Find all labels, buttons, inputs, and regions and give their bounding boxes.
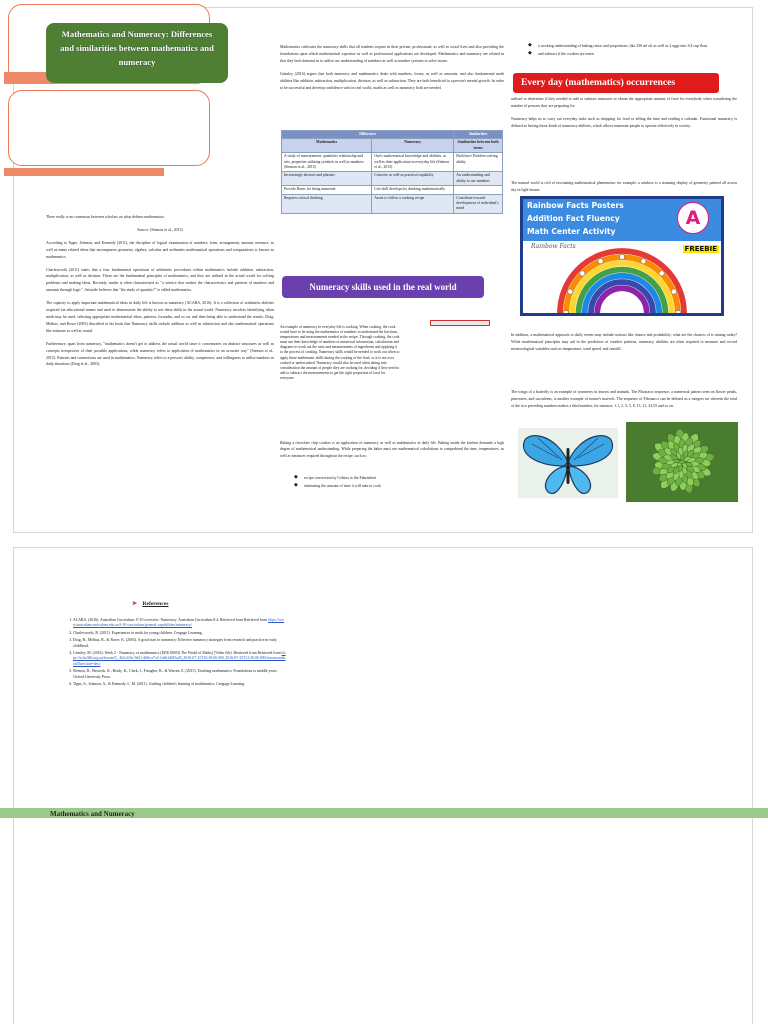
reference-link[interactable]: https://echo360.org.au/lesson/G_4b5c2f3e-9d41-4f8e-a7c2-1e6b3d0f5a28_2016-07-25T10:30:00.000_2016-07-25T11:30:00.000/classroom#sortDirection=desc	[73, 651, 286, 666]
poster-freebie: FREEBIE	[684, 245, 717, 253]
source-line: Source: (Siemon et al., 2015)	[137, 227, 183, 232]
poster-logo	[677, 202, 709, 234]
reference-item	[73, 682, 287, 687]
paragraph-rainbow: The natural world is rich of fascinating mathematical phenomena: for example, a rainbow is a stunning display of geometry painted all across sky in light beams.	[511, 181, 737, 192]
reference-text: Grimley, M. (2016). Week 2 - Numeracy vs mathematics (EDU10003) The World of Maths) [Video file]. Retrieved from Retrieved from	[73, 651, 281, 656]
list-item: ◆ recipe conversion by Celsius to the Fahrenheit	[304, 474, 514, 482]
reference-item	[73, 618, 287, 629]
real-world-heading-text: Numeracy skills used in the real world	[309, 282, 457, 292]
table-cell	[454, 186, 503, 194]
cooking-image-placeholder	[430, 320, 490, 326]
poster-line-3: Math Center Activity	[527, 227, 616, 236]
title-text: Mathematics and Numeracy: Differences and similarities between mathematics and numeracy	[60, 29, 214, 67]
table-header: Similarities between both terms	[454, 139, 503, 153]
column-two	[280, 44, 504, 97]
table-cell: Both have Problem solving ability	[454, 153, 503, 172]
rainbow-graphic	[523, 241, 721, 315]
everyday-heading-text: Every day (mathematics) occurrences	[521, 77, 676, 88]
paragraph-utilised: utilised to determine if they needed to add or subtract measures to obtain the appropriate amount of food for everybody when considering the number of persons they are preparing for.	[511, 97, 737, 108]
table-cell: Life skill develops by thinking mathematically	[372, 186, 454, 194]
table-cell: Concrete as well as practical capability	[372, 172, 454, 186]
real-world-heading	[282, 276, 484, 298]
table-cell: One's mathematical knowledge and abilities, as well as their application in everyday life (Siemon et al., 2015)	[372, 153, 454, 172]
reference-link[interactable]: https://www.australiancurriculum.edu.au/f-10-curriculum/general-capabilities/numeracy/	[73, 618, 285, 628]
column-one	[46, 214, 274, 374]
reference-text: Siemon, D., Beswick, K., Brady, K., Clark, J., Faragher, R., & Warren, E. (2015). Teaching mathematics: Foundations to middle years. Oxford University Press.	[73, 669, 278, 679]
rainbow-dot	[671, 289, 676, 294]
butterfly-icon	[518, 428, 618, 498]
empty-frame	[8, 90, 210, 166]
paragraph-cultivates: Mathematics cultivates the numeracy skills that all students require in their private, professional, as well as social lives and also providing the foundations upon which mathematical expertise as well as professional applications are developed. Mathematics and numeracy are related in that they both demand us to utilise our understanding of numbers as well as number systems to solve issues.	[280, 45, 504, 63]
poster-line-2: Addition Fact Fluency	[527, 214, 620, 223]
rainbow-dot	[568, 289, 573, 294]
reference-item	[73, 651, 287, 667]
table-header: Mathematics	[282, 139, 372, 153]
bullet-list-middle	[290, 474, 514, 490]
paragraph-tippe: According to Tippe, Johnson, and Kennedy (2011), the discipline of logical examination of numbers, form, arrangement, amount, measure, as well as many related ideas that encompasses geometry, algebra, calculus and arithmetic.mathematical operations and computations is known as mathematics.	[46, 240, 274, 259]
page-one	[14, 8, 752, 532]
reference-item	[73, 631, 287, 636]
succulent-icon	[626, 422, 738, 502]
rainbow-dot	[580, 271, 585, 276]
paragraph-butterfly: The wings of a butterfly is an example of symmetry in insects and animals. The Fibonacci sequence, a numerical pattern seen on flower petals, pinecones, and succulents, is another example of nature's marvels. The sequence of Fibonacci can be defined as a integers set wherein the total of the two preceding numbers makes a third number, for instance, 1,1, 2, 3, 5, 8, 13, 21, 34,55 and so on.	[511, 390, 737, 408]
title-box	[46, 23, 228, 83]
table-group-similarities: Similarities	[454, 131, 503, 139]
table-header: Numeracy	[372, 139, 454, 153]
rainbow-dot	[659, 271, 664, 276]
reference-item	[73, 669, 287, 680]
list-item: ◆ a working understanding of baking ratios and proportions, like 250 ml oil as well as 2 eggs into 3/4 cup flour	[538, 42, 748, 50]
paragraph-acara: The capacity to apply important mathematical ideas in daily life is known as numeracy (ACARA, 2016). It is a collection of arithmetic abilities acquired via educational means and used to demonstrate the ability to use these skills in the actual world. Numeracy involves identifying when math may be used, selecting appropriate mathematical ideas, patterns, formulas, and so on, and then being able to understand the results. Doig, Melhus, and Rowe (2003) described in his book that Numeracy skills include addition as well as subtraction and also mathematical operations like estimate as well as round.	[46, 301, 274, 333]
paragraph-numeracy-helps: Numeracy helps us to carry out everyday tasks such as shopping for food or telling the time and reading a calendar. Functional numeracy is defined as having those kinds of numeracy abilities, which allows numerate people to operate effectively in society.	[511, 116, 737, 128]
rainbow-dot	[641, 259, 646, 264]
paragraph-probability: In addition, a mathematical approach to daily events may include notions like chance and probability; what are the chances of it raining today? While mathematical principles may aid in the prediction of weather patterns, numeracy abilities are often required to measure and record meteorological variables such as temperature, wind speed, and rainfall.	[511, 333, 737, 351]
poster-logo-letter: A	[685, 207, 701, 229]
rainbow-dot	[619, 254, 624, 259]
paragraph-grimley: Grimley (2016) argues that both numeracy and mathematics deals with numbers, forms, as well as amounts, and also fundamental math abilities like addition, subtraction, multiplication, division, as well as subtraction. They are both beneficial to a person's mental growth. In order to be successful and develop confidence with in real world, maths as well as numeracy both are needed.	[280, 71, 504, 90]
rainbow-poster	[520, 196, 724, 316]
empty-frame-accent	[4, 168, 164, 176]
everyday-heading	[513, 73, 719, 93]
list-item: ◆ estimating the amount of time it will take to cook	[304, 482, 514, 490]
rainbow-dot	[675, 310, 680, 315]
list-item: ◆ and subtract if the cookies are eaten	[538, 50, 748, 58]
rainbow-dot	[563, 310, 568, 315]
reference-item	[73, 638, 287, 649]
table-cell: An understanding and ability to use numbers	[454, 172, 503, 186]
reference-text: Tipps, S., Johnson, A., & Kennedy, L. M. (2011). Guiding children's learning of mathematics. Cengage Learning.	[73, 682, 246, 687]
table-cell: A study of measurement, quantities relationship and sets, properties utilizing symbols as well as numbers (Siemon et al., 2015)	[282, 153, 372, 172]
table-cell: Increasingly abstract and platonic	[282, 172, 372, 186]
butterfly-image	[518, 428, 618, 498]
reference-text: ACARA. (2016). Australian Curriculum: F-10 overview: Numeracy: Australian Curriculum 8.4. Retrieved from Retrieved from	[73, 618, 268, 622]
rainbow-arc	[597, 288, 647, 313]
references-list	[59, 618, 287, 689]
page-two	[14, 548, 752, 1024]
banner-text: Mathematics and Numeracy	[50, 810, 135, 818]
references-heading	[132, 600, 168, 607]
table-cell: Provide Bases for being numerate	[282, 186, 372, 194]
chocolate-paragraph: Baking a chocolate chip cookies is an application of numeracy as well as mathematics in daily life. Baking inside the kitchen demands a high degree of mathematical understanding. While preparing the baker must use mathematical calculations to comprehend the time, temperatures, as well as measures required throughout the recipe, such as:	[280, 441, 504, 458]
bullet-list-right	[524, 42, 748, 58]
table-group-difference: Difference	[282, 131, 454, 139]
succulent-leaf	[679, 460, 685, 463]
references-heading-text: References	[142, 601, 169, 607]
column-three	[511, 96, 737, 136]
rainbow-dot	[598, 259, 603, 264]
paragraph-charlesworth: Charlesworth (2011) states that a four fundamental operations of arithmetic procedures within mathematics include addition, subtraction, multiplication, as well as division. These are the fundamental principles of mathematics, and they are utilised in the actual world for solving problems and making ideas. Recently, maths is often characterized as "a science that studies the characteristics and patterns of numbers and amounts through logic". Aristotle believes that "the study of quantity?" is called mathematics.	[46, 267, 274, 293]
reference-text: Doig, B., Melhus, B., & Rowe, K. (2003). A good start to numeracy: Effective numeracy strategies from research and practice in early childhood.	[73, 638, 277, 648]
poster-script: Rainbow Facts	[531, 243, 576, 250]
succulent-image	[626, 422, 738, 502]
cooking-paragraph: An example of numeracy in everyday life is cooking. When cooking, the cook would have to be using the mathematics of numbers to understand the fractions, temperatures and measurements needed in the recipe. Through cooking, the cook must use their knowledge of numbers or numerical information, calculations and diagrams to work out the ratio and measurements of ingredients and applying it to the process of cooking. Numeracy skills would be needed to work out when to apply these mathematic skills during the cooking of the food, so it is not over cooked or undercooked. Numeracy would also be used when taking into consideration the amount of people they are cooking for, deciding if they need to add or subtract the measurements to get the right proportion of food for everyone.	[280, 325, 400, 380]
reference-text: Charlesworth, R. (2011). Experiences in math for young children. Cengage Learning.	[73, 630, 203, 635]
table-cell: Contribute towards development of individual's mind	[454, 194, 503, 213]
table-cell: Assist to follow a cooking recipe	[372, 194, 454, 213]
differences-table	[281, 130, 503, 214]
table-cell: Requires critical thinking	[282, 194, 372, 213]
arrow-icon: ➤	[132, 601, 138, 607]
paragraph-furthermore: Furthermore, apart from numeracy, "mathematics doesn't get to address the actual world since it concentrates on abstract structures as well as concepts irrespective of their possible applications, while numeracy refers to application of mathematics in an accurate way" (Siemon et al., 2015). Patterns and connections are used in mathematics. Numeracy relies to a person's ability, competence, and willingness to utilise numbers in daily situations (Doig et al., 2003).	[46, 341, 274, 367]
poster-line-1: Rainbow Facts Posters	[527, 201, 624, 210]
intro-paragraph: There really is no consensus between scholars on what defines mathematics.	[46, 215, 165, 219]
